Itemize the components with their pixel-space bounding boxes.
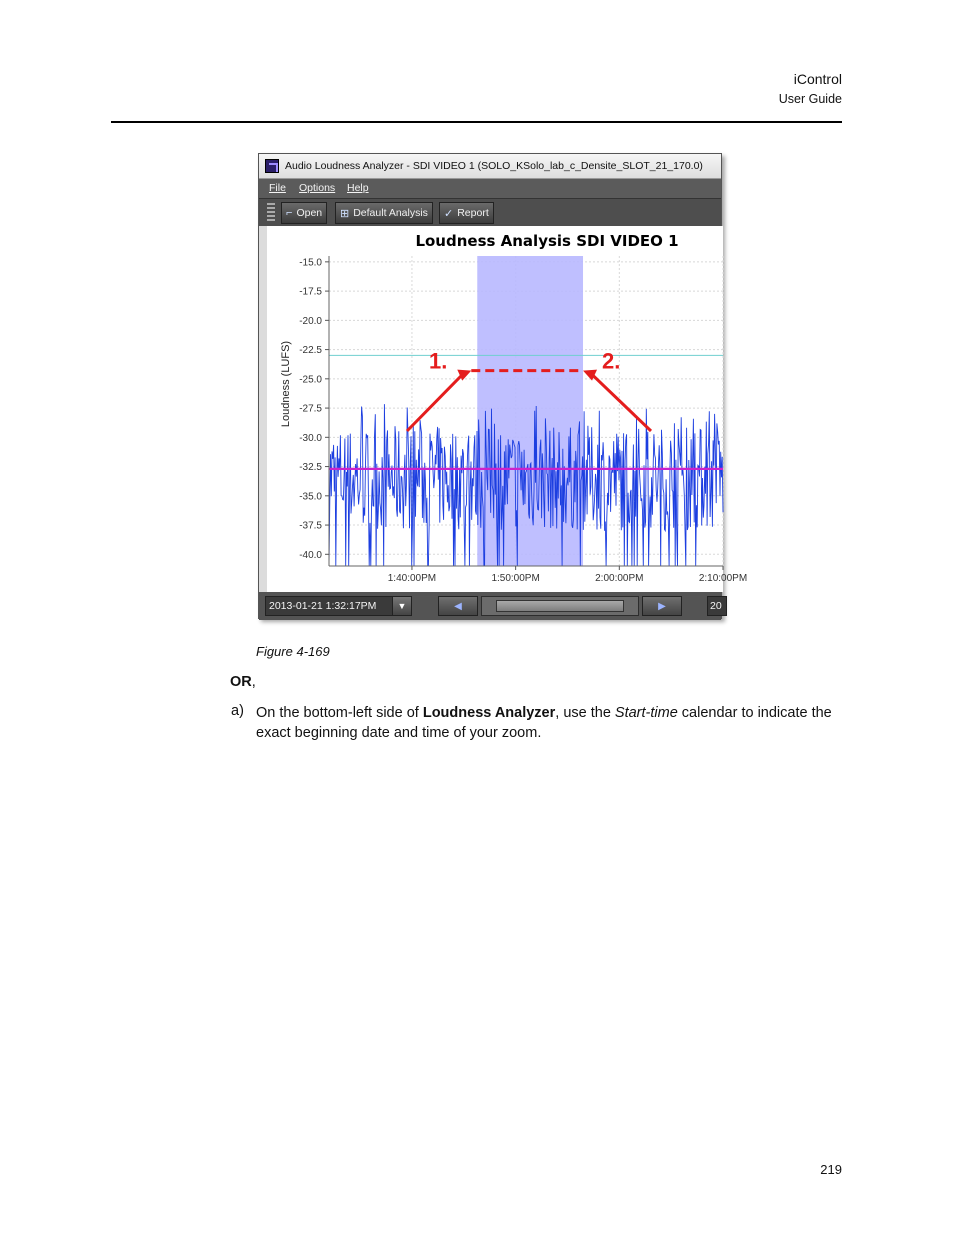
- or-line: [230, 674, 256, 690]
- step-text-post: calendar to indicate the exact beginning date and time of your zoom.: [256, 705, 832, 741]
- time-scrollbar[interactable]: [481, 596, 639, 616]
- x-tick-label: 2:00:00PM: [595, 573, 644, 584]
- calendar-dropdown-button[interactable]: [392, 596, 412, 616]
- report-button-label: Report: [457, 207, 489, 219]
- app-icon: [265, 159, 279, 173]
- scroll-left-button[interactable]: [438, 596, 478, 616]
- folder-icon: ⌐: [286, 207, 293, 219]
- start-time-field[interactable]: 2013-01-21 1:32:17PM: [265, 596, 395, 616]
- chevron-down-icon: ▼: [397, 601, 407, 611]
- scroll-right-button[interactable]: [642, 596, 682, 616]
- y-tick-label: -22.5: [299, 345, 322, 357]
- y-tick-label: -32.5: [299, 462, 322, 474]
- report-button[interactable]: [439, 202, 494, 224]
- chart-title: Loudness Analysis SDI VIDEO 1: [415, 232, 679, 250]
- x-tick-label: 1:40:00PM: [387, 573, 437, 584]
- scrollbar-thumb[interactable]: [496, 600, 624, 612]
- or-comma: ,: [251, 674, 256, 690]
- step-text-pre: On the bottom-left side of: [256, 705, 423, 721]
- default-analysis-button[interactable]: [335, 202, 433, 224]
- y-tick-label: -30.0: [299, 432, 322, 444]
- y-tick-label: -17.5: [299, 286, 322, 298]
- arrow-1-shaft: [407, 372, 465, 431]
- end-time-field[interactable]: 20: [707, 596, 727, 616]
- or-label: OR: [230, 674, 252, 690]
- toolbar: [259, 198, 721, 226]
- step-marker: a): [231, 703, 244, 719]
- zoom-selection: [477, 256, 583, 566]
- window-title: Audio Loudness Analyzer - SDI VIDEO 1 (SOLO_KSolo_lab_c_Densite_SLOT_21_170.0): [285, 160, 703, 172]
- open-button[interactable]: [281, 202, 327, 224]
- header-rule: [111, 121, 842, 123]
- status-bar: [259, 592, 721, 620]
- toolbar-grip[interactable]: [267, 203, 275, 223]
- chart-area: [267, 226, 748, 592]
- y-axis-label: Loudness (LUFS): [280, 340, 292, 428]
- loudness-analyzer-window: [258, 153, 748, 619]
- menu-options[interactable]: Options: [299, 182, 336, 194]
- arrow-2-shaft: [589, 372, 651, 431]
- y-tick-label: -27.5: [299, 403, 322, 415]
- step-text-bold: Loudness Analyzer: [422, 705, 556, 721]
- annotation-label-1: 1.: [429, 348, 448, 374]
- step-text: [256, 703, 846, 743]
- y-tick-label: -20.0: [299, 315, 322, 327]
- step-text-italic: Start-time: [614, 705, 678, 721]
- menu-help[interactable]: Help: [347, 182, 369, 194]
- header-product: iControl: [793, 71, 842, 87]
- title-bar[interactable]: [259, 154, 721, 179]
- menu-file[interactable]: File: [269, 182, 286, 194]
- loudness-chart[interactable]: [267, 226, 748, 592]
- y-tick-label: -40.0: [299, 549, 322, 561]
- analysis-icon: ⊞: [340, 207, 350, 220]
- menu-bar: [259, 179, 721, 198]
- x-tick-label: 1:50:00PM: [491, 573, 540, 584]
- figure-caption: Figure 4-169: [256, 644, 330, 659]
- step-text-mid: , use the: [555, 705, 615, 721]
- arrow-right-icon: ▶: [658, 600, 666, 612]
- header-guide: User Guide: [778, 92, 842, 106]
- x-tick-label: 2:10:00PM: [698, 573, 748, 584]
- report-icon: ✓: [444, 207, 454, 220]
- y-tick-label: -35.0: [299, 491, 322, 503]
- default-analysis-label: Default Analysis: [353, 207, 428, 219]
- y-tick-label: -25.0: [299, 374, 322, 386]
- y-tick-label: -37.5: [299, 520, 322, 532]
- page-number: 219: [820, 1162, 842, 1177]
- annotation-label-2: 2.: [602, 348, 621, 374]
- open-button-label: Open: [296, 207, 323, 219]
- y-tick-label: -15.0: [299, 257, 322, 269]
- arrow-left-icon: ◀: [454, 600, 462, 612]
